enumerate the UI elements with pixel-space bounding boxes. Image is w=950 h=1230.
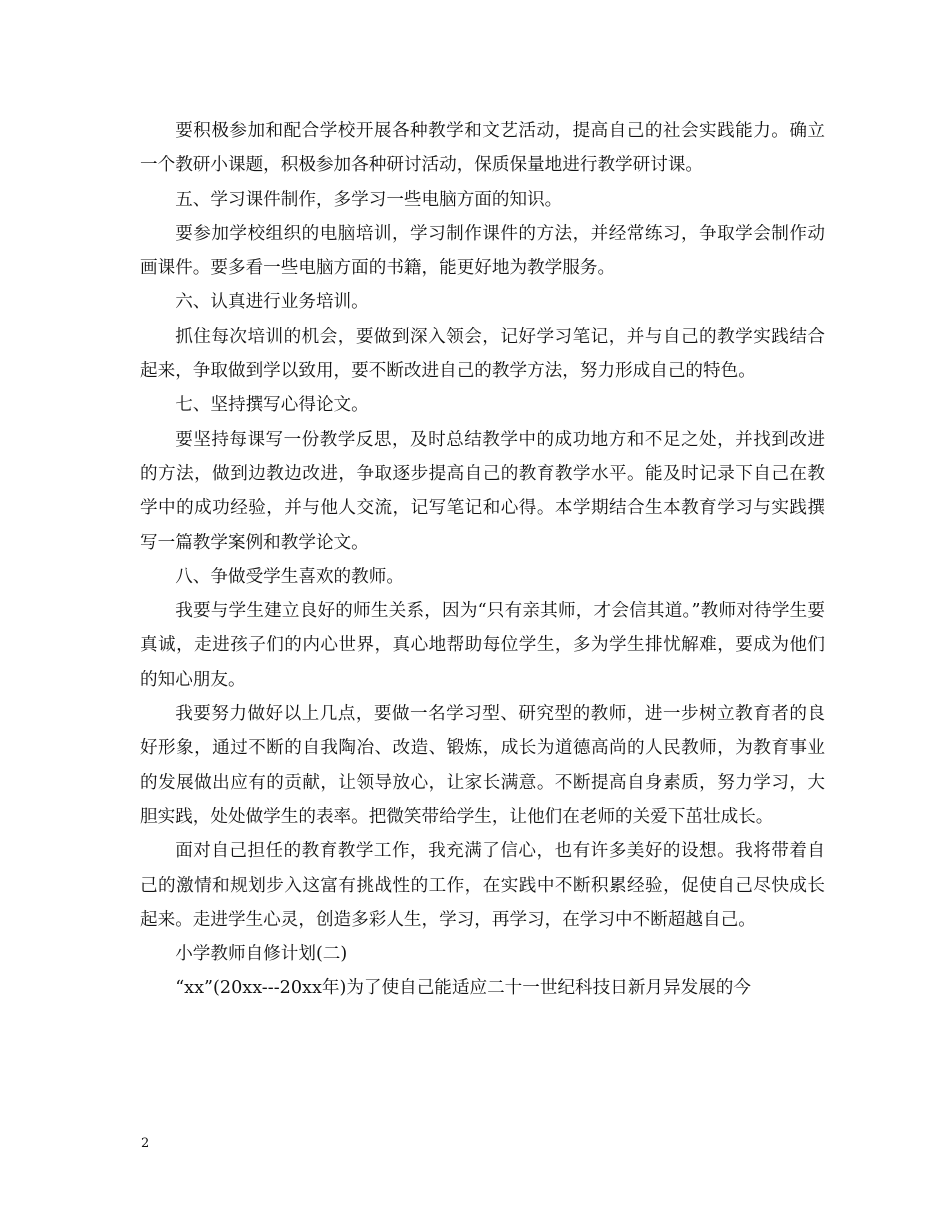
paragraph: 面对自己担任的教育教学工作，我充满了信心，也有许多美好的设想。我将带着自己的激情和规划步入这富有挑战性的工作，在实践中不断积累经验，促使自己尽快成长起来。走进学生心灵，创造多彩人生，学习，再学习，在学习中不断超越自己。 <box>140 841 825 930</box>
paragraph: 要积极参加和配合学校开展各种教学和文艺活动，提高自己的社会实践能力。确立一个教研小课题，积极参加各种研讨活动，保质保量地进行教学研讨课。 <box>140 121 825 176</box>
section-heading: 六、认真进行业务培训。 <box>175 292 369 313</box>
section-heading: 八、争做受学生喜欢的教师。 <box>175 566 404 587</box>
document-subtitle: 小学教师自修计划(二) <box>175 944 348 965</box>
paragraph: 要参加学校组织的电脑培训，学习制作课件的方法，并经常练习，争取学会制作动画课件。要多看一些电脑方面的书籍，能更好地为教学服务。 <box>140 223 825 279</box>
section-heading: 七、坚持撰写心得论文。 <box>175 395 369 416</box>
paragraph: 我要与学生建立良好的师生关系，因为“只有亲其师，才会信其道。”教师对待学生要真诚，走进孩子们的内心世界，真心地帮助每位学生，多为学生排忧解难，要成为他们的知心朋友。 <box>140 601 825 690</box>
paragraph: “xx”(20xx---20xx年)为了使自己能适应二十一世纪科技日新月异发展的今 <box>175 978 751 999</box>
paragraph: 抓住每次培训的机会，要做到深入领会，记好学习笔记，并与自己的教学实践结合起来，争取做到学以致用，要不断改进自己的教学方法，努力形成自己的特色。 <box>140 326 825 382</box>
paragraph: 要坚持每课写一份教学反思，及时总结教学中的成功地方和不足之处，并找到改进的方法，做到边教边改进，争取逐步提高自己的教育教学水平。能及时记录下自己在教学中的成功经验，并与他人交流，记写笔记和心得。本学期结合生本教育学习与实践撰写一篇教学案例和教学论文。 <box>140 429 825 553</box>
page-number: 2 <box>141 1136 150 1151</box>
document-body <box>140 114 825 1006</box>
section-heading: 五、学习课件制作，多学习一些电脑方面的知识。 <box>175 189 563 210</box>
paragraph: 我要努力做好以上几点，要做一名学习型、研究型的教师，进一步树立教育者的良好形象，通过不断的自我陶冶、改造、锻炼，成长为道德高尚的人民教师，为教育事业的发展做出应有的贡献，让领导放心，让家长满意。不断提高自身素质，努力学习，大胆实践，处处做学生的表率。把微笑带给学生，让他们在老师的关爱下茁壮成长。 <box>140 704 825 827</box>
